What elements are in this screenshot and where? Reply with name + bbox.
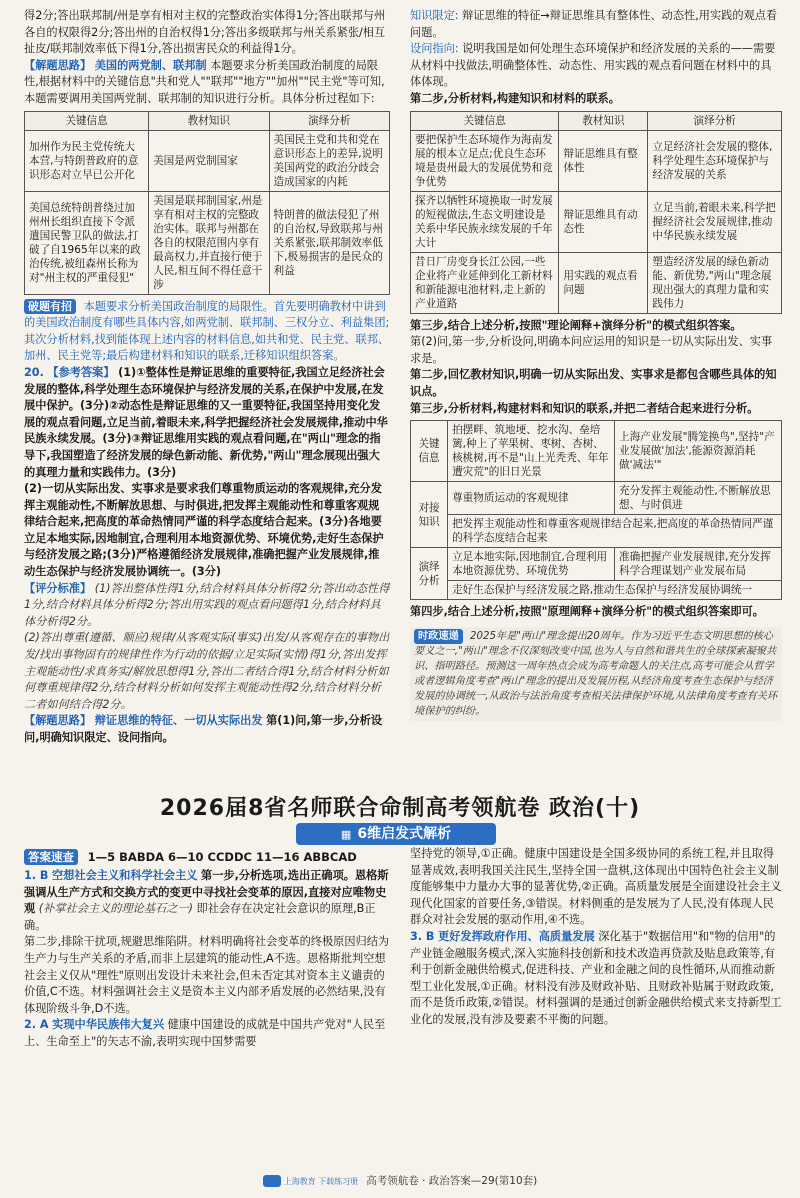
table-cell: 探齐以牺牲环境换取一时发展的短视做法,生态文明建设是关系中华民族永续发展的千年大计 bbox=[411, 191, 559, 252]
question-direction-label: 设问指向: bbox=[410, 42, 459, 56]
q20-answer-1 bbox=[24, 365, 390, 481]
q20-analysis-table-2 bbox=[410, 420, 782, 600]
table-cell: 拍摆畔、筑地埂、挖水沟、垒培篱,种上了苹果树、枣树、杏树、核桃树,再不是"山上光秃秃、年年遭灾荒"的旧日光景 bbox=[448, 421, 615, 482]
table-cell: 立足本地实际,因地制宜,合理利用本地资源优势、环境优势 bbox=[448, 548, 615, 581]
q2-continued: 坚持党的领导,①正确。健康中国建设是全国多级协同的系统工程,并且取得显著成效,表明我国关注民生,坚持全国一盘棋,这体现出中国特色社会主义制度能够集中力量办大事的显著优势,②正确。高质量发展是全面建设社会主义现代化国家的首要任务,③错误。材料侧重的是发展为了人民,没有体现人民群众对社会发展的驱动作用,④不选。 bbox=[410, 847, 782, 927]
table-row bbox=[25, 130, 390, 191]
table-row bbox=[411, 515, 782, 548]
table-cell: 美国总统特朗普绕过加州州长组织直接下令派遣国民警卫队的做法,打破了自1965年以来的政治传统,被纽森州长称为对"州主权的严重侵犯" bbox=[25, 191, 149, 294]
q2-number: 2. A bbox=[24, 1018, 49, 1032]
table-header-row bbox=[411, 111, 782, 130]
q1-title: 空想社会主义和科学社会主义 bbox=[52, 869, 198, 882]
table-cell: 上海产业发展"腾笼换鸟",坚持"产业发展做'加法',能源资源消耗做'减法'" bbox=[615, 421, 782, 482]
answer-key-row bbox=[24, 849, 390, 865]
q20-eval-1 bbox=[24, 581, 390, 631]
q20-analysis-table-1 bbox=[410, 111, 782, 314]
q2-step-1: 第(2)问,第一步,分析设问,明确本问应运用的知识是一切从实际出发、实事求是。 bbox=[410, 335, 773, 365]
news-tag: 时政速递 bbox=[414, 629, 463, 644]
table-header-cell: 教材知识 bbox=[559, 111, 648, 130]
table-cell: 准确把握产业发展规律,充分发挥科学合理谋划产业发展布局 bbox=[615, 548, 782, 581]
q19-idea-tag: 【解题思路】 bbox=[24, 58, 92, 72]
table-cell: 塑造经济发展的绿色新动能、新优势,"两山"理念展现出强大的真理力量和实践伟力 bbox=[648, 252, 782, 313]
q1-text: 第一步,分析选项,选出正确项。恩格斯强调从生产方式和交换方式的变更中寻找社会变革的原因,直接对应唯物史观 bbox=[24, 869, 389, 916]
q20-eval-tag: 【评分标准】 bbox=[24, 581, 92, 595]
q3-title: 更好发挥政府作用、高质量发展 bbox=[438, 929, 595, 943]
q20-eval-2: (2)答出尊重(遵循、顺应)规律/从客观实际(事实)出发/从客观存在的事物出发/找出事物固有的规律性作为行动的依据/立足实际(实情)得1分,答出发挥主观能动性/求真务实/解放思想得1分,答出二者结合得1分,结合材料分析如何尊重规律得2分,结合材料分析如何发挥主观能动性得2分,结合材料分析二者如何结合得2分。 bbox=[24, 631, 390, 711]
q20-idea-tag: 【解题思路】 bbox=[24, 714, 92, 728]
table-row bbox=[411, 482, 782, 515]
q1-step-2: 第二步,排除干扰项,规避思维陷阱。材料明确将社会变革的终极原因归结为生产力与生产关系的矛盾,而非上层建筑的能动性,A不选。恩格斯批判空想社会主义仅从"理性"原则出发设计未来社会,但未否定其对资本主义谴责的价值,C不选。材料强调社会主义是资本主义内部矛盾发展的必然结果,没有体现阶级斗争,D不选。 bbox=[24, 935, 390, 1015]
news-box bbox=[410, 627, 782, 721]
q2-title: 实现中华民族伟大复兴 bbox=[52, 1018, 165, 1032]
table-cell: 把发挥主观能动性和尊重客观规律结合起来,把高度的革命热情同严谨的科学态度结合起来 bbox=[448, 515, 782, 548]
table-cell: 尊重物质运动的客观规律 bbox=[448, 482, 615, 515]
q20-eval-text-1: (1)答出整体性得1分,结合材料具体分析得2分;答出动态性得1分,结合材料具体分析得2分;答出用实践的观点看问题得1分,结合材料具体分析得2分。 bbox=[24, 581, 390, 628]
hint-text: 本题要求分析美国政治制度的局限性。首先要明确教材中讲到的美国政治制度有哪些具体内容,如两党制、联邦制、三权分立、利益集团;其次分析材料,找到能体现上述内容的材料信息,如共和党、民主党、联邦、加州、民主党等;最后构建材料和知识的联系,迁移知识组织答案。 bbox=[24, 299, 390, 363]
q19-analysis-table bbox=[24, 111, 390, 295]
table-cell: 加州作为民主党传统大本营,与特朗普政府的意识形态对立早已公开化 bbox=[25, 130, 149, 191]
publisher-logo-icon bbox=[263, 1175, 281, 1187]
table-cell: 辩证思维具有动态性 bbox=[559, 191, 648, 252]
row-label: 关键信息 bbox=[411, 421, 448, 482]
q1-number: 1. B bbox=[24, 869, 49, 882]
q1-text-2: 即社会存在决定社会意识的原理,B正确。 bbox=[24, 902, 376, 932]
knowledge-limit bbox=[410, 8, 782, 41]
table-row bbox=[411, 548, 782, 581]
q19-idea-text: 本题要求分析美国政治制度的局限性,根据材料中的关键信息"共和党人""联邦""地方""加州""民主党"等可知,本题需要调用美国两党制、联邦制的知识进行分析。具体分析过程如下: bbox=[24, 58, 385, 105]
table-header-cell: 教材知识 bbox=[149, 111, 269, 130]
table-header-row bbox=[25, 111, 390, 130]
table-row bbox=[411, 421, 782, 482]
table-cell: 充分发挥主观能动性,不断解放思想、与时俱进 bbox=[615, 482, 782, 515]
q3-text: 深化基于"数据信用"和"物的信用"的产业链金融服务模式,深入实施科技创新和技术改造再贷款及贴息政策等,有利于创新金融供给模式,促进科技、产业和金融之间的良性循环,从而推动新型工业化发展,①正确。材料没有涉及财政补贴、且财政补贴属于财政政策,而不是货币政策,②错误。材料强调的是通过创新金融供给模式来支持新型工业化的发展,没有涉及要素不平衡的问题。 bbox=[410, 929, 782, 1026]
answer-key-values: 1—5 BABDA 6—10 CCDDC 11—16 ABBCAD bbox=[87, 850, 357, 864]
banner-label: 6维启发式解析 bbox=[357, 826, 452, 842]
publisher-logo-text: 上海教育 下载练习册 bbox=[283, 1177, 359, 1186]
q3-number: 3. B bbox=[410, 929, 435, 943]
q2-step-3: 第三步,分析材料,构建材料和知识的联系,并把二者结合起来进行分析。 bbox=[410, 401, 759, 415]
table-cell: 立足经济社会发展的整体,科学处理生态环境保护与经济发展的关系 bbox=[648, 130, 782, 191]
step-2: 第二步,分析材料,构建知识和材料的联系。 bbox=[410, 91, 620, 105]
table-cell: 要把保护生态环境作为海南发展的根本立足点;优良生态环境是贵州最大的发展优势和竞争优势 bbox=[411, 130, 559, 191]
table-row bbox=[25, 191, 390, 294]
paper-headline: 2026届8省名师联合命制高考领航卷 政治(十) bbox=[159, 796, 641, 821]
question-direction bbox=[410, 41, 782, 91]
q20-number: 20. bbox=[24, 365, 44, 379]
table-cell: 辩证思维具有整体性 bbox=[559, 130, 648, 191]
q20-idea bbox=[24, 713, 390, 746]
analysis-banner bbox=[296, 823, 496, 845]
answer-key-tag: 答案速查 bbox=[24, 849, 78, 865]
question-direction-text: 说明我国是如何处理生态环境保护和经济发展的关系的——需要从材料中找做法,明确整体性、动态性、用实践的观点看问题在材料中的具体体现。 bbox=[410, 42, 776, 89]
table-cell: 昔日厂房变身长江公园,一些企业将产业延伸到化工新材料和新能源电池材料,走上新的产业道路 bbox=[411, 252, 559, 313]
knowledge-limit-label: 知识限定: bbox=[410, 9, 459, 22]
q2-explanation bbox=[24, 1017, 390, 1050]
q2-text: 健康中国建设的成就是中国共产党对"人民至上、生命至上"的矢志不渝,表明实现中国梦需要 bbox=[24, 1018, 386, 1048]
table-cell: 美国民主党和共和党在意识形态上的差异,说明美国两党的政治分歧会造成国家的内耗 bbox=[269, 130, 389, 191]
q1-note: (补掌社会主义的理论基石之一) bbox=[38, 902, 193, 916]
table-header-cell: 演绎分析 bbox=[648, 111, 782, 130]
table-cell: 特朗普的做法侵犯了州的自治权,导致联邦与州关系紧张,联邦制效率低下,极易损害的是民众的利益 bbox=[269, 191, 389, 294]
row-label: 对接知识 bbox=[411, 482, 448, 548]
knowledge-limit-text: 辩证思维的特征→辩证思维具有整体性、动态性,用实践的观点看问题。 bbox=[410, 9, 778, 39]
table-row bbox=[411, 581, 782, 600]
table-header-cell: 演绎分析 bbox=[269, 111, 389, 130]
step-3: 第三步,结合上述分析,按照"理论阐释+演绎分析"的模式组织答案。 bbox=[410, 318, 742, 332]
q19-scoring-tail: 得2分;答出联邦制/州是享有相对主权的完整政治实体得1分;答出联邦与州各自的权限得2分;答出州的自治权得1分;答出多级联邦与州关系紧张/相互扯皮/联邦制效率低下得1分,答出损害民众的利益得1分。 bbox=[24, 9, 386, 56]
right-column-top bbox=[410, 8, 782, 721]
step-4: 第四步,结合上述分析,按照"原理阐释+演绎分析"的模式组织答案即可。 bbox=[410, 605, 764, 619]
q2-step-2: 第二步,回忆教材知识,明确一切从实际出发、实事求是都包含哪些具体的知识点。 bbox=[410, 368, 777, 398]
q3-explanation bbox=[410, 929, 782, 1029]
table-header-cell: 关键信息 bbox=[411, 111, 559, 130]
news-text: 2025年是"两山"理念提出20周年。作为习近平生态文明思想的核心要义之一,"两山"理念不仅深刻改变中国,也为人与自然和谐共生的全球探索凝聚共识、指明路径。预测这一周年热点会成为高考命题人的关注点,高考可能会从哲学或者逻辑角度考查"两山"理念的提出及发展历程,从经济角度考查生态保护与经济发展的协调统一,从政治与法治角度考查相关法律保护环境,从法律角度考查有关环境保护的纠纷。 bbox=[414, 630, 778, 717]
page-footer bbox=[0, 1173, 800, 1188]
q20-answer-2: (2)一切从实际出发、实事求是要求我们尊重物质运动的客观规律,充分发挥主观能动性,不断解放思想、与时俱进,把发挥主观能动性和尊重客观规律结合起来,把高度的革命热情同严谨的科学态度结合起来。(3分)各地要立足本地实际,因地制宜,合理利用本地资源优势、环境优势,走好生态保护与经济发展之路;(3分)严格遵循经济发展规律,准确把握产业发展规律,推动生态保护与经济发展协调统一。(3分) bbox=[24, 482, 384, 579]
table-header-cell: 关键信息 bbox=[25, 111, 149, 130]
table-cell: 美国是联邦制国家,州是享有相对主权的完整政治实体。联邦与州都在各自的权限范围内享有最高权力,并直接行使于人民,相互间不得任意干涉 bbox=[149, 191, 269, 294]
footer-text: 高考领航卷 · 政治答案—29(第10套) bbox=[366, 1175, 538, 1187]
q20-idea-text: 第(1)问,第一步,分析设问,明确知识限定、设问指向。 bbox=[24, 714, 383, 744]
left-column-top bbox=[24, 8, 390, 747]
q1-explanation bbox=[24, 868, 390, 934]
q19-idea bbox=[24, 58, 390, 108]
table-cell: 走好生态保护与经济发展之路,推动生态保护与经济发展协调统一 bbox=[448, 581, 782, 600]
q19-idea-title: 美国的两党制、联邦制 bbox=[94, 58, 207, 72]
table-cell: 美国是两党制国家 bbox=[149, 130, 269, 191]
q20-answer-tag: 【参考答案】 bbox=[47, 365, 115, 379]
table-cell: 用实践的观点看问题 bbox=[559, 252, 648, 313]
banner-icon: ▦ bbox=[340, 828, 352, 841]
q20-idea-title: 辩证思维的特征、一切从实际出发 bbox=[94, 714, 263, 728]
q20-answer-text-1: (1)①整体性是辩证思维的重要特征,我国立足经济社会发展的整体,科学处理生态环境保护与经济发展的关系,在保护中发展,在发展中保护。(3分)②动态性是辩证思维的又一重要特征,我国坚持用变化发展的观点看问题,立足当前,着眼未来,科学把握经济社会发展规律,推动中华民族永续发展。(3分)③辩证思维用实践的观点看问题,在"两山"理念的指导下,我国塑造了经济发展的绿色新动能、新优势,"两山"理念展现出强大的真理力量和实践伟力。(3分) bbox=[24, 365, 388, 479]
right-column-bottom bbox=[410, 846, 782, 1029]
table-row bbox=[411, 130, 782, 191]
row-label: 演绎分析 bbox=[411, 548, 448, 600]
table-row bbox=[411, 252, 782, 313]
hint-tag: 破题有招 bbox=[24, 299, 76, 314]
hint-block bbox=[24, 299, 390, 365]
table-row bbox=[411, 191, 782, 252]
left-column-bottom bbox=[24, 868, 390, 1051]
table-cell: 立足当前,着眼未来,科学把握经济社会发展规律,推动中华民族永续发展 bbox=[648, 191, 782, 252]
